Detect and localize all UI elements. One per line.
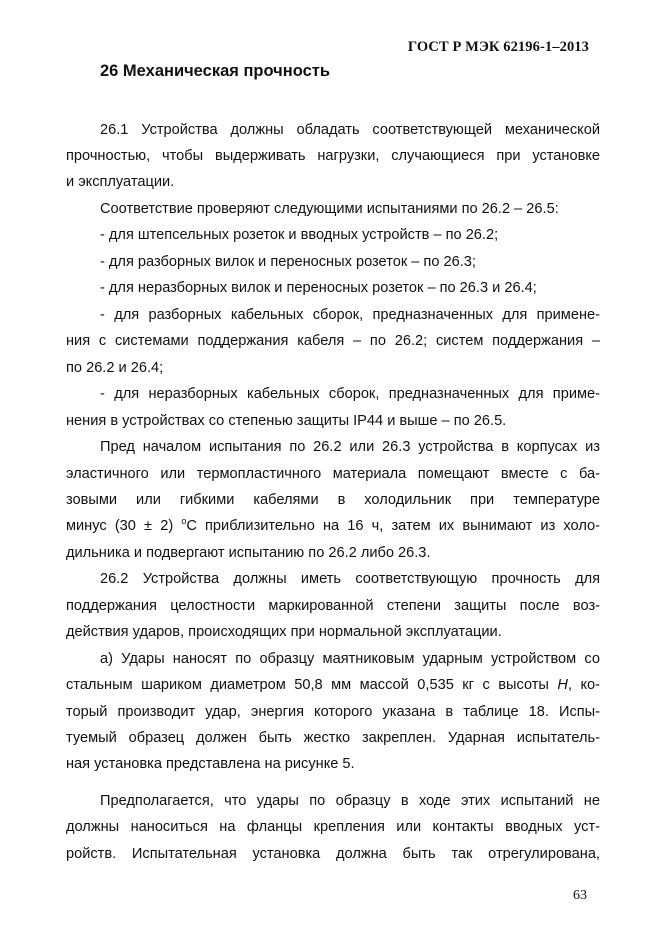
text-line: Пред началом испытания по 26.2 или 26.3 устройства в корпусах из — [100, 439, 600, 455]
text-line: - для разборных кабельных сборок, предназначенных для примене- — [100, 307, 600, 323]
text-line: Соответствие проверяют следующими испытаниями по 26.2 – 26.5: — [100, 201, 559, 217]
text-fragment: , ко- — [567, 677, 600, 693]
text-line: прочностью, чтобы выдерживать нагрузки, случающиеся при установке — [66, 148, 600, 164]
text-line: нения в устройствах со степенью защиты IP44 и выше – по 26.5. — [66, 413, 507, 429]
text-line: - для неразборных кабельных сборок, предназначенных для приме- — [100, 386, 600, 402]
text-line: торый производит удар, энергия которого указана в таблице 18. Испы- — [66, 704, 600, 720]
text-fragment: стальным шариком диаметром 50,8 мм массой 0,535 кг с высоты — [66, 677, 558, 693]
text-line: действия ударов, происходящих при нормальной эксплуатации. — [66, 624, 502, 640]
text-line: - для разборных вилок и переносных розеток – по 26.3; — [100, 254, 476, 270]
text-line: 26.2 Устройства должны иметь соответствующую прочность для — [100, 571, 600, 587]
text-line: ная установка представлена на рисунке 5. — [66, 756, 355, 772]
italic-symbol: Н — [557, 677, 568, 693]
page-number: 63 — [573, 888, 587, 903]
text-line: туемый образец должен быть жестко закреплен. Ударная испытатель- — [66, 730, 600, 746]
text-line: зовыми или гибкими кабелями в холодильник при температуре — [66, 492, 600, 508]
text-line: ройств. Испытательная установка должна быть так отрегулирована, — [66, 846, 600, 862]
text-line — [66, 516, 600, 536]
text-line: и эксплуатации. — [66, 174, 175, 190]
text-line: должны наноситься на фланцы крепления или контакты вводных уст- — [66, 819, 600, 835]
text-line: - для штепсельных розеток и вводных устройств – по 26.2; — [100, 227, 499, 243]
text-line — [66, 675, 600, 695]
text-fragment: минус (30 ± 2) — [66, 518, 182, 534]
degree-superscript: о — [181, 516, 187, 526]
text-line: эластичного или термопластичного материала помещают вместе с ба- — [66, 466, 600, 482]
document-header: ГОСТ Р МЭК 62196-1–2013 — [407, 39, 589, 55]
text-line: - для неразборных вилок и переносных розеток – по 26.3 и 26.4; — [100, 280, 537, 296]
text-line: поддержания целостности маркированной степени защиты после воз- — [66, 598, 600, 614]
text-line: по 26.2 и 26.4; — [66, 360, 164, 376]
text-line: Предполагается, что удары по образцу в ходе этих испытаний не — [100, 793, 600, 809]
text-line: 26.1 Устройства должны обладать соответствующей механической — [100, 122, 600, 138]
text-line: ния с системами поддержания кабеля – по 26.2; систем поддержания – — [66, 333, 600, 349]
text-line: дильника и подвергают испытанию по 26.2 либо 26.3. — [66, 545, 431, 561]
text-line: а) Удары наносят по образцу маятниковым ударным устройством со — [100, 651, 600, 667]
text-fragment: С приблизительно на 16 ч, затем их вынимают из холо- — [186, 518, 600, 534]
section-title: 26 Механическая прочность — [100, 62, 330, 80]
